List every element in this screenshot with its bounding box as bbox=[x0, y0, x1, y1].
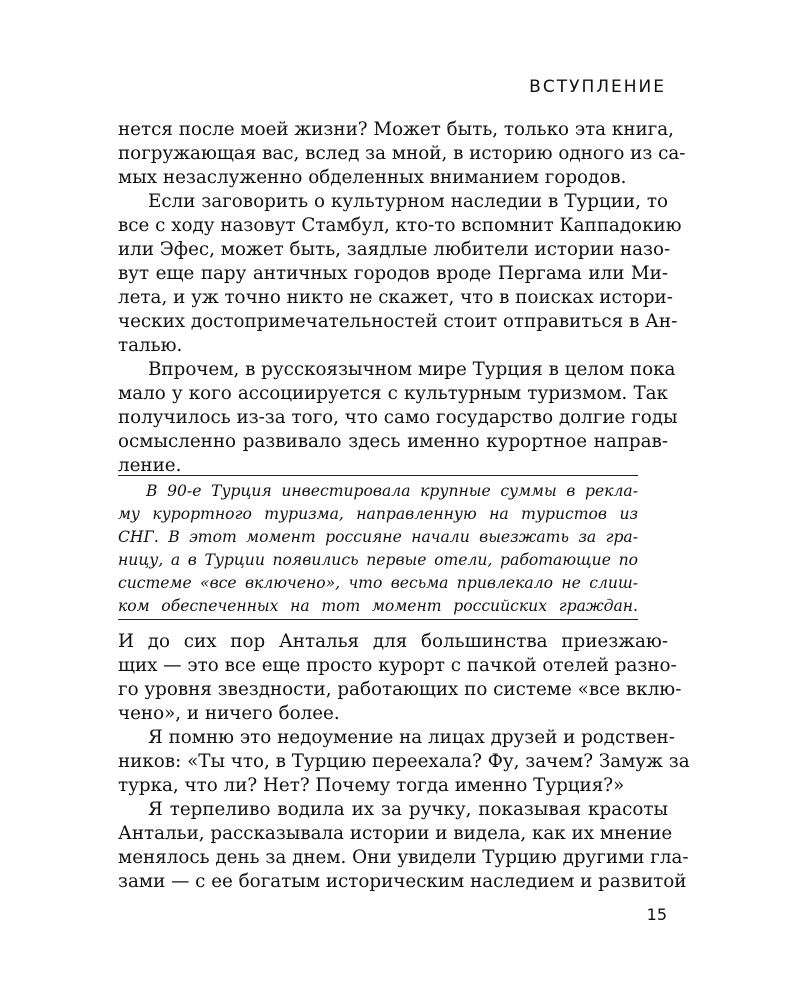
body-line: ческих достопримечательностей стоит отправиться в Ан- bbox=[118, 311, 678, 332]
running-head: ВСТУПЛЕНИЕ bbox=[529, 77, 666, 97]
quote-line: ком обеспеченных на тот момент российских граждан. bbox=[118, 597, 638, 615]
quote-line: В 90-е Турция инвестировала крупные суммы в рекла- bbox=[146, 482, 638, 500]
body-line: щих — это все еще просто курорт с пачкой отелей разно- bbox=[118, 655, 677, 676]
body-line: осмысленно развивало здесь именно курортное направ- bbox=[118, 431, 668, 452]
body-line: получилось из-за того, что само государство долгие годы bbox=[118, 407, 678, 428]
body-line: мых незаслуженно обделенных вниманием городов. bbox=[118, 167, 627, 188]
body-line: го уровня звездности, работающих по системе «все вклю- bbox=[118, 679, 682, 700]
body-line: или Эфес, может быть, заядлые любители истории назо- bbox=[118, 239, 671, 260]
body-line: погружающая вас, вслед за мной, в историю одного из са- bbox=[118, 143, 686, 164]
page-number: 15 bbox=[646, 905, 667, 924]
quote-top-rule bbox=[118, 475, 638, 476]
body-line: мало у кого ассоциируется с культурным туризмом. Так bbox=[118, 383, 668, 404]
quote-line: СНГ. В этот момент россияне начали выезжать за гра- bbox=[118, 528, 638, 546]
body-line: менялось день за днем. Они увидели Турцию другими гла- bbox=[118, 847, 689, 868]
quote-line: системе «все включено», что весьма привлекало не слиш- bbox=[118, 574, 638, 592]
body-line: Я терпеливо водила их за ручку, показывая красоты bbox=[148, 799, 668, 820]
body-line: Антальи, рассказывала истории и видела, как их мнение bbox=[118, 823, 673, 844]
quote-line: ницу, а в Турции появились первые отели, работающие по bbox=[118, 551, 638, 569]
body-line: нется после моей жизни? Может быть, только эта книга, bbox=[118, 119, 674, 140]
body-line: зами — с ее богатым историческим наследием и развитой bbox=[118, 871, 687, 892]
body-line: все с ходу назовут Стамбул, кто-то вспомнит Каппадокию bbox=[118, 215, 682, 236]
quote-line: му курортного туризма, направленную на туристов из bbox=[118, 505, 638, 523]
body-line: ление. bbox=[118, 455, 182, 476]
body-line: И до сих пор Анталья для большинства приезжаю- bbox=[118, 631, 668, 652]
body-line: турка, что ли? Нет? Почему тогда именно Турция?» bbox=[118, 775, 625, 796]
body-line: Я помню это недоумение на лицах друзей и родствен- bbox=[148, 727, 675, 748]
body-line: ников: «Ты что, в Турцию переехала? Фу, зачем? Замуж за bbox=[118, 751, 690, 772]
body-line: чено», и ничего более. bbox=[118, 703, 340, 724]
body-line: талью. bbox=[118, 335, 183, 356]
quote-bottom-rule bbox=[118, 619, 638, 620]
body-line: Если заговорить о культурном наследии в Турции, то bbox=[148, 191, 668, 212]
body-line: вут еще пару античных городов вроде Пергама или Ми- bbox=[118, 263, 668, 284]
body-line: Впрочем, в русскоязычном мире Турция в целом пока bbox=[148, 359, 676, 380]
body-line: лета, и уж точно никто не скажет, что в поисках истори- bbox=[118, 287, 673, 308]
